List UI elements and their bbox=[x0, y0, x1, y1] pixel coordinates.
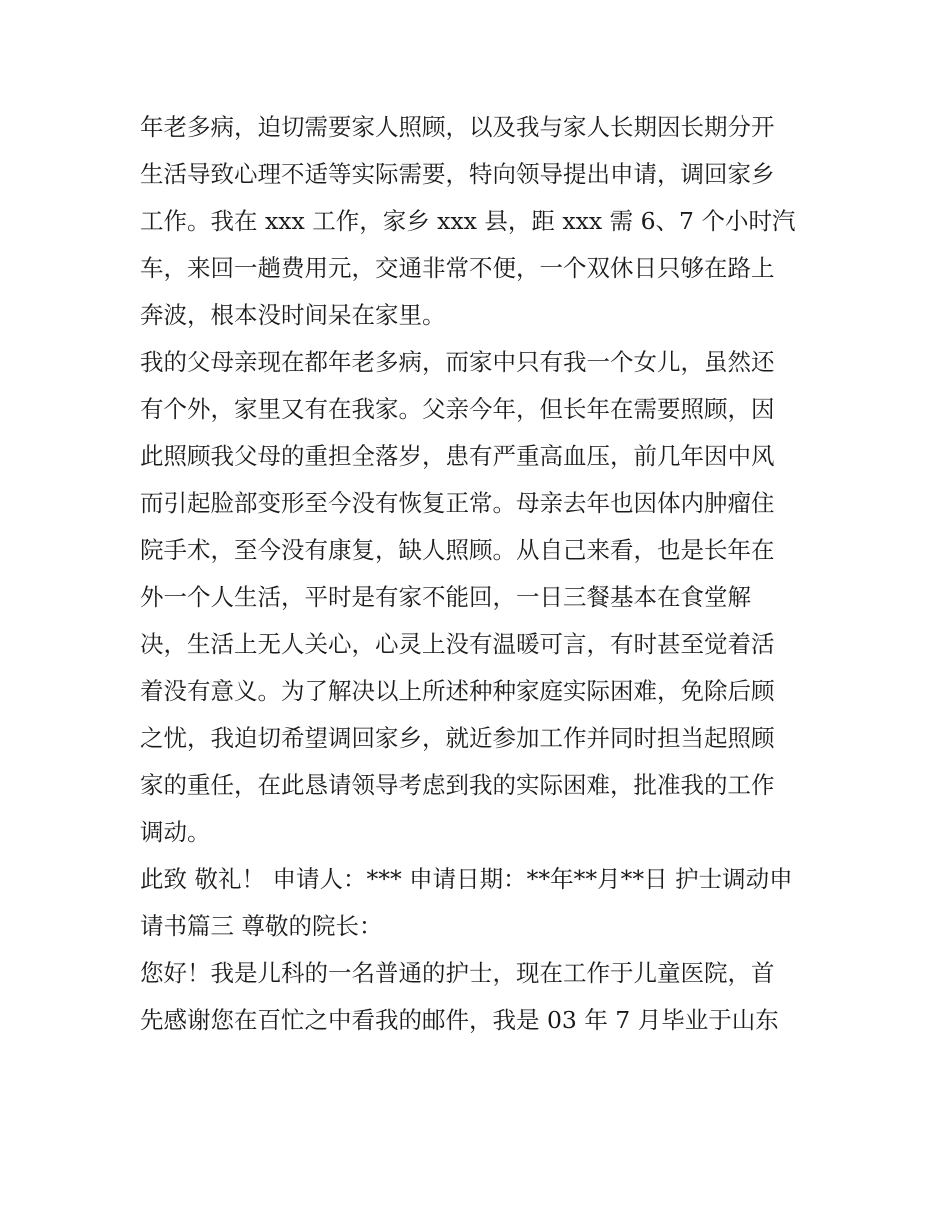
text-line: 调动。 bbox=[140, 818, 211, 846]
text-line: 车，来回一趟费用元，交通非常不便，一个双休日只够在路上 bbox=[140, 254, 775, 282]
text-line: 着没有意义。为了解决以上所述种种家庭实际困难，免除后顾 bbox=[140, 677, 775, 705]
text-line: 决，生活上无人关心，心灵上没有温暖可言，有时甚至觉着活 bbox=[140, 630, 775, 658]
text-line: 年老多病，迫切需要家人照顾，以及我与家人长期因长期分开 bbox=[140, 113, 775, 141]
text-line: 而引起脸部变形至今没有恢复正常。母亲去年也因体内肿瘤住 bbox=[140, 489, 775, 517]
text-line: 我的父母亲现在都年老多病，而家中只有我一个女儿，虽然还 bbox=[140, 348, 775, 376]
text-line: 外一个人生活，平时是有家不能回，一日三餐基本在食堂解 bbox=[140, 583, 751, 611]
text-line: 工作。我在 xxx 工作，家乡 xxx 县，距 xxx 需 6、7 个小时汽 bbox=[140, 207, 796, 235]
text-line: 奔波，根本没时间呆在家里。 bbox=[140, 301, 446, 329]
text-line: 先感谢您在百忙之中看我的邮件，我是 03 年 7 月毕业于山东 bbox=[140, 1006, 779, 1034]
text-line: 生活导致心理不适等实际需要，特向领导提出申请，调回家乡 bbox=[140, 160, 775, 188]
text-line: 之忧，我迫切希望调回家乡，就近参加工作并同时担当起照顾 bbox=[140, 724, 775, 752]
text-line: 家的重任，在此恳请领导考虑到我的实际困难，批准我的工作 bbox=[140, 771, 775, 799]
text-line: 此照顾我父母的重担全落岁，患有严重高血压，前几年因中风 bbox=[140, 442, 775, 470]
text-line: 请书篇三 尊敬的院长： bbox=[140, 912, 383, 940]
text-line: 此致 敬礼！ 申请人：*** 申请日期：**年**月**日 护士调动申 bbox=[140, 865, 793, 893]
document-body bbox=[140, 104, 820, 1044]
text-line: 院手术，至今没有康复，缺人照顾。从自己来看，也是长年在 bbox=[140, 536, 775, 564]
text-line: 有个外，家里又有在我家。父亲今年，但长年在需要照顾，因 bbox=[140, 395, 775, 423]
text-line: 您好！我是儿科的一名普通的护士，现在工作于儿童医院，首 bbox=[140, 959, 775, 987]
